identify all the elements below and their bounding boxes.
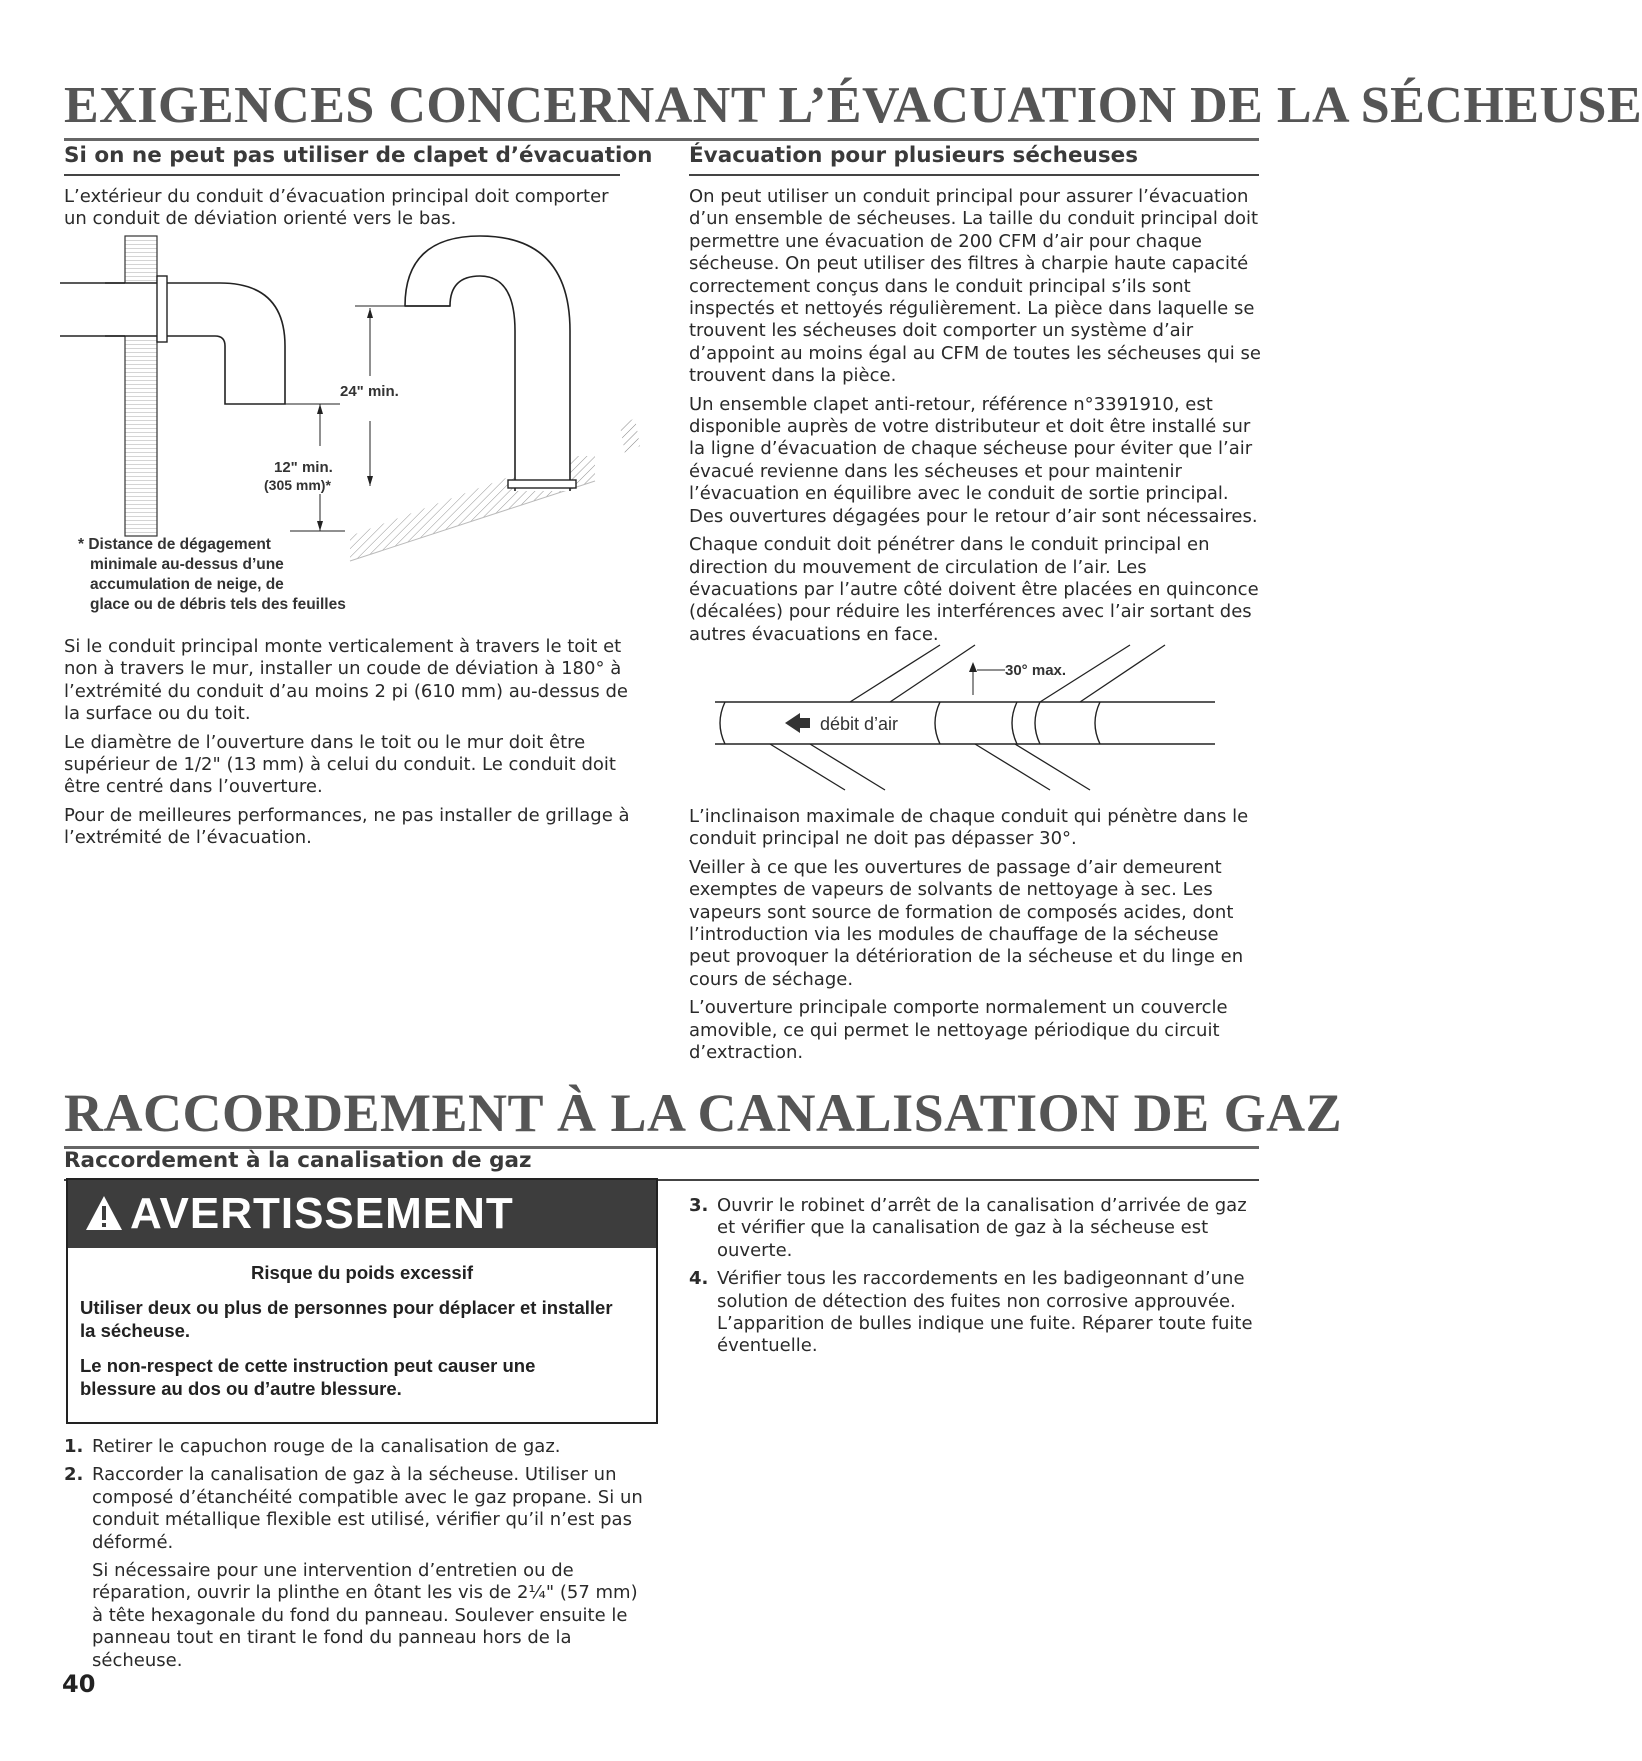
warning-line-2: Le non-respect de cette instruction peut causer une blessure au dos ou d’autre blessure.	[80, 1355, 536, 1399]
steps-list-right	[689, 1195, 1261, 1364]
step-text: Retirer le capuchon rouge de la canalisation de gaz.	[92, 1436, 561, 1457]
label-12-min: 12" min.	[274, 459, 333, 476]
right-body-text-top	[689, 186, 1261, 652]
paragraph-roof-vent: Si le conduit principal monte verticalement à travers le toit et non à travers le mur, installer un coude de déviation à 180° à l’extrémité du conduit d’au moins 2 pi (610 mm) au-dessus de la surface ou du toit.	[64, 636, 628, 725]
left-body-text	[64, 636, 634, 856]
step-number: 4.	[689, 1268, 709, 1290]
step-number: 3.	[689, 1195, 709, 1216]
clearance-note-line2: minimale au-dessus d’une	[90, 556, 284, 573]
warning-subtitle: Risque du poids excessif	[250, 1262, 474, 1283]
paragraph-max-angle: L’inclinaison maximale de chaque conduit qui pénètre dans le conduit principal ne doit pas dépasser 30°.	[689, 806, 1249, 850]
paragraph-solvent-vapors: Veiller à ce que les ouvertures de passage d’air demeurent exemptes de vapeurs de solvants de nettoyage à sec. Les vapeurs sont source de formation de composés acides, dont l’introduction via les modules de chauffage de la sécheuse peut provoquer la détérioration de la sécheuse et du linge en cours de séchage.	[689, 856, 1244, 990]
right-body-text-bottom	[689, 806, 1261, 1070]
step-number: 2.	[64, 1464, 84, 1486]
heading-no-exhaust-hood: Si on ne peut pas utiliser de clapet d’évacuation	[64, 143, 620, 176]
multi-dryer-duct-diagram	[715, 640, 1235, 790]
warning-box	[66, 1178, 658, 1424]
clearance-note-line1: * Distance de dégagement	[78, 536, 271, 553]
paragraph-no-screen: Pour de meilleures performances, ne pas installer de grillage à l’extrémité de l’évacuation.	[64, 804, 630, 849]
step-text: Vérifier tous les raccordements en les badigeonnant d’une solution de détection des fuites non corrosive approuvée. L’apparition de bulles indique une fuite. Réparer toute fuite éventuelle.	[717, 1268, 1253, 1357]
step-number: 1.	[64, 1436, 84, 1457]
vent-clearance-diagram	[60, 236, 660, 616]
clearance-note-line4: glace ou de débris tels des feuilles	[90, 596, 346, 613]
warning-title: AVERTISSEMENT	[130, 1189, 514, 1238]
warning-triangle-icon	[84, 1194, 124, 1232]
step-4	[689, 1268, 1261, 1358]
section-title-gas: RACCORDEMENT À LA CANALISATION DE GAZ	[64, 1086, 1259, 1149]
heading-multiple-dryers: Évacuation pour plusieurs sécheuses	[689, 143, 1259, 176]
paragraph-backdraft-damper: Un ensemble clapet anti-retour, référence n°3391910, est disponible auprès de votre distributeur et doit être installé sur la ligne d’évacuation de chaque sécheuse pour éviter que l’air évacué revienne dans les sécheuses et pour maintenir l’évacuation en équilibre avec le conduit de sortie principal. Des ouvertures dégagées pour le retour d’air sont nécessaires.	[689, 393, 1258, 527]
paragraph-opening-diameter: Le diamètre de l’ouverture dans le toit ou le mur doit être supérieur de 1/2" (13 mm) à celui du conduit. Le conduit doit être centré dans l’ouverture.	[64, 731, 616, 798]
heading-gas-connection: Raccordement à la canalisation de gaz	[64, 1148, 1259, 1181]
step-2	[64, 1464, 644, 1672]
step-text: Raccorder la canalisation de gaz à la sécheuse. Utiliser un composé d’étanchéité compatible avec le gaz propane. Si un conduit métallique flexible est utilisé, vérifier qu’il n’est pas déformé.	[92, 1464, 643, 1553]
label-24-min: 24" min.	[340, 383, 399, 400]
airflow-label: débit d’air	[820, 714, 899, 734]
intro-paragraph: L’extérieur du conduit d’évacuation principal doit comporter un conduit de déviation orienté vers le bas.	[64, 186, 609, 230]
step-2-extra: Si nécessaire pour une intervention d’entretien ou de réparation, ouvrir la plinthe en ôtant les vis de 2¹⁄₄" (57 mm) à tête hexagonale du fond du panneau. Soulever ensuite le panneau tout en tirant le fond du panneau hors de la sécheuse.	[92, 1560, 638, 1671]
warning-line-1: Utiliser deux ou plus de personnes pour déplacer et installer la sécheuse.	[80, 1297, 613, 1341]
wall-shape	[125, 236, 157, 536]
step-1	[64, 1436, 644, 1458]
steps-list-left	[64, 1436, 644, 1678]
page-number: 40	[62, 1670, 96, 1698]
step-text: Ouvrir le robinet d’arrêt de la canalisation d’arrivée de gaz et vérifier que la canalisation de gaz à la sécheuse est ouverte.	[717, 1195, 1247, 1261]
clearance-note-line3: accumulation de neige, de	[90, 576, 284, 593]
gooseneck-vent-shape	[405, 236, 570, 491]
warning-header	[68, 1180, 656, 1248]
step-3	[689, 1195, 1261, 1262]
paragraph-main-duct: On peut utiliser un conduit principal pour assurer l’évacuation d’un ensemble de sécheuses. La taille du conduit principal doit permettre une évacuation de 200 CFM d’air pour chaque sécheuse. On peut utiliser des filtres à charpie haute capacité correctement conçus dans le conduit principal s’ils sont inspectés et nettoyés régulièrement. La pièce dans laquelle se trouvent les sécheuses doit comporter un système d’air d’appoint au moins égal au CFM de toutes les sécheuses qui se trouvent dans la pièce.	[689, 186, 1261, 387]
paragraph-duct-direction: Chaque conduit doit pénétrer dans le conduit principal en direction du mouvement de circulation de l’air. Les évacuations par l’autre côté doivent être placées en quinconce (décalées) pour réduire les interférences avec l’air sortant des autres évacuations en face.	[689, 534, 1259, 645]
label-305-mm: (305 mm)*	[264, 477, 331, 493]
angle-label: 30° max.	[1005, 662, 1067, 679]
airflow-arrow-icon	[785, 713, 800, 733]
section-title-exhaust: EXIGENCES CONCERNANT L’ÉVACUATION DE LA SÉCHEUSE	[64, 80, 1259, 141]
paragraph-removable-cover: L’ouverture principale comporte normalement un couvercle amovible, ce qui permet le nettoyage périodique du circuit d’extraction.	[689, 997, 1228, 1064]
intro-text	[64, 186, 624, 237]
